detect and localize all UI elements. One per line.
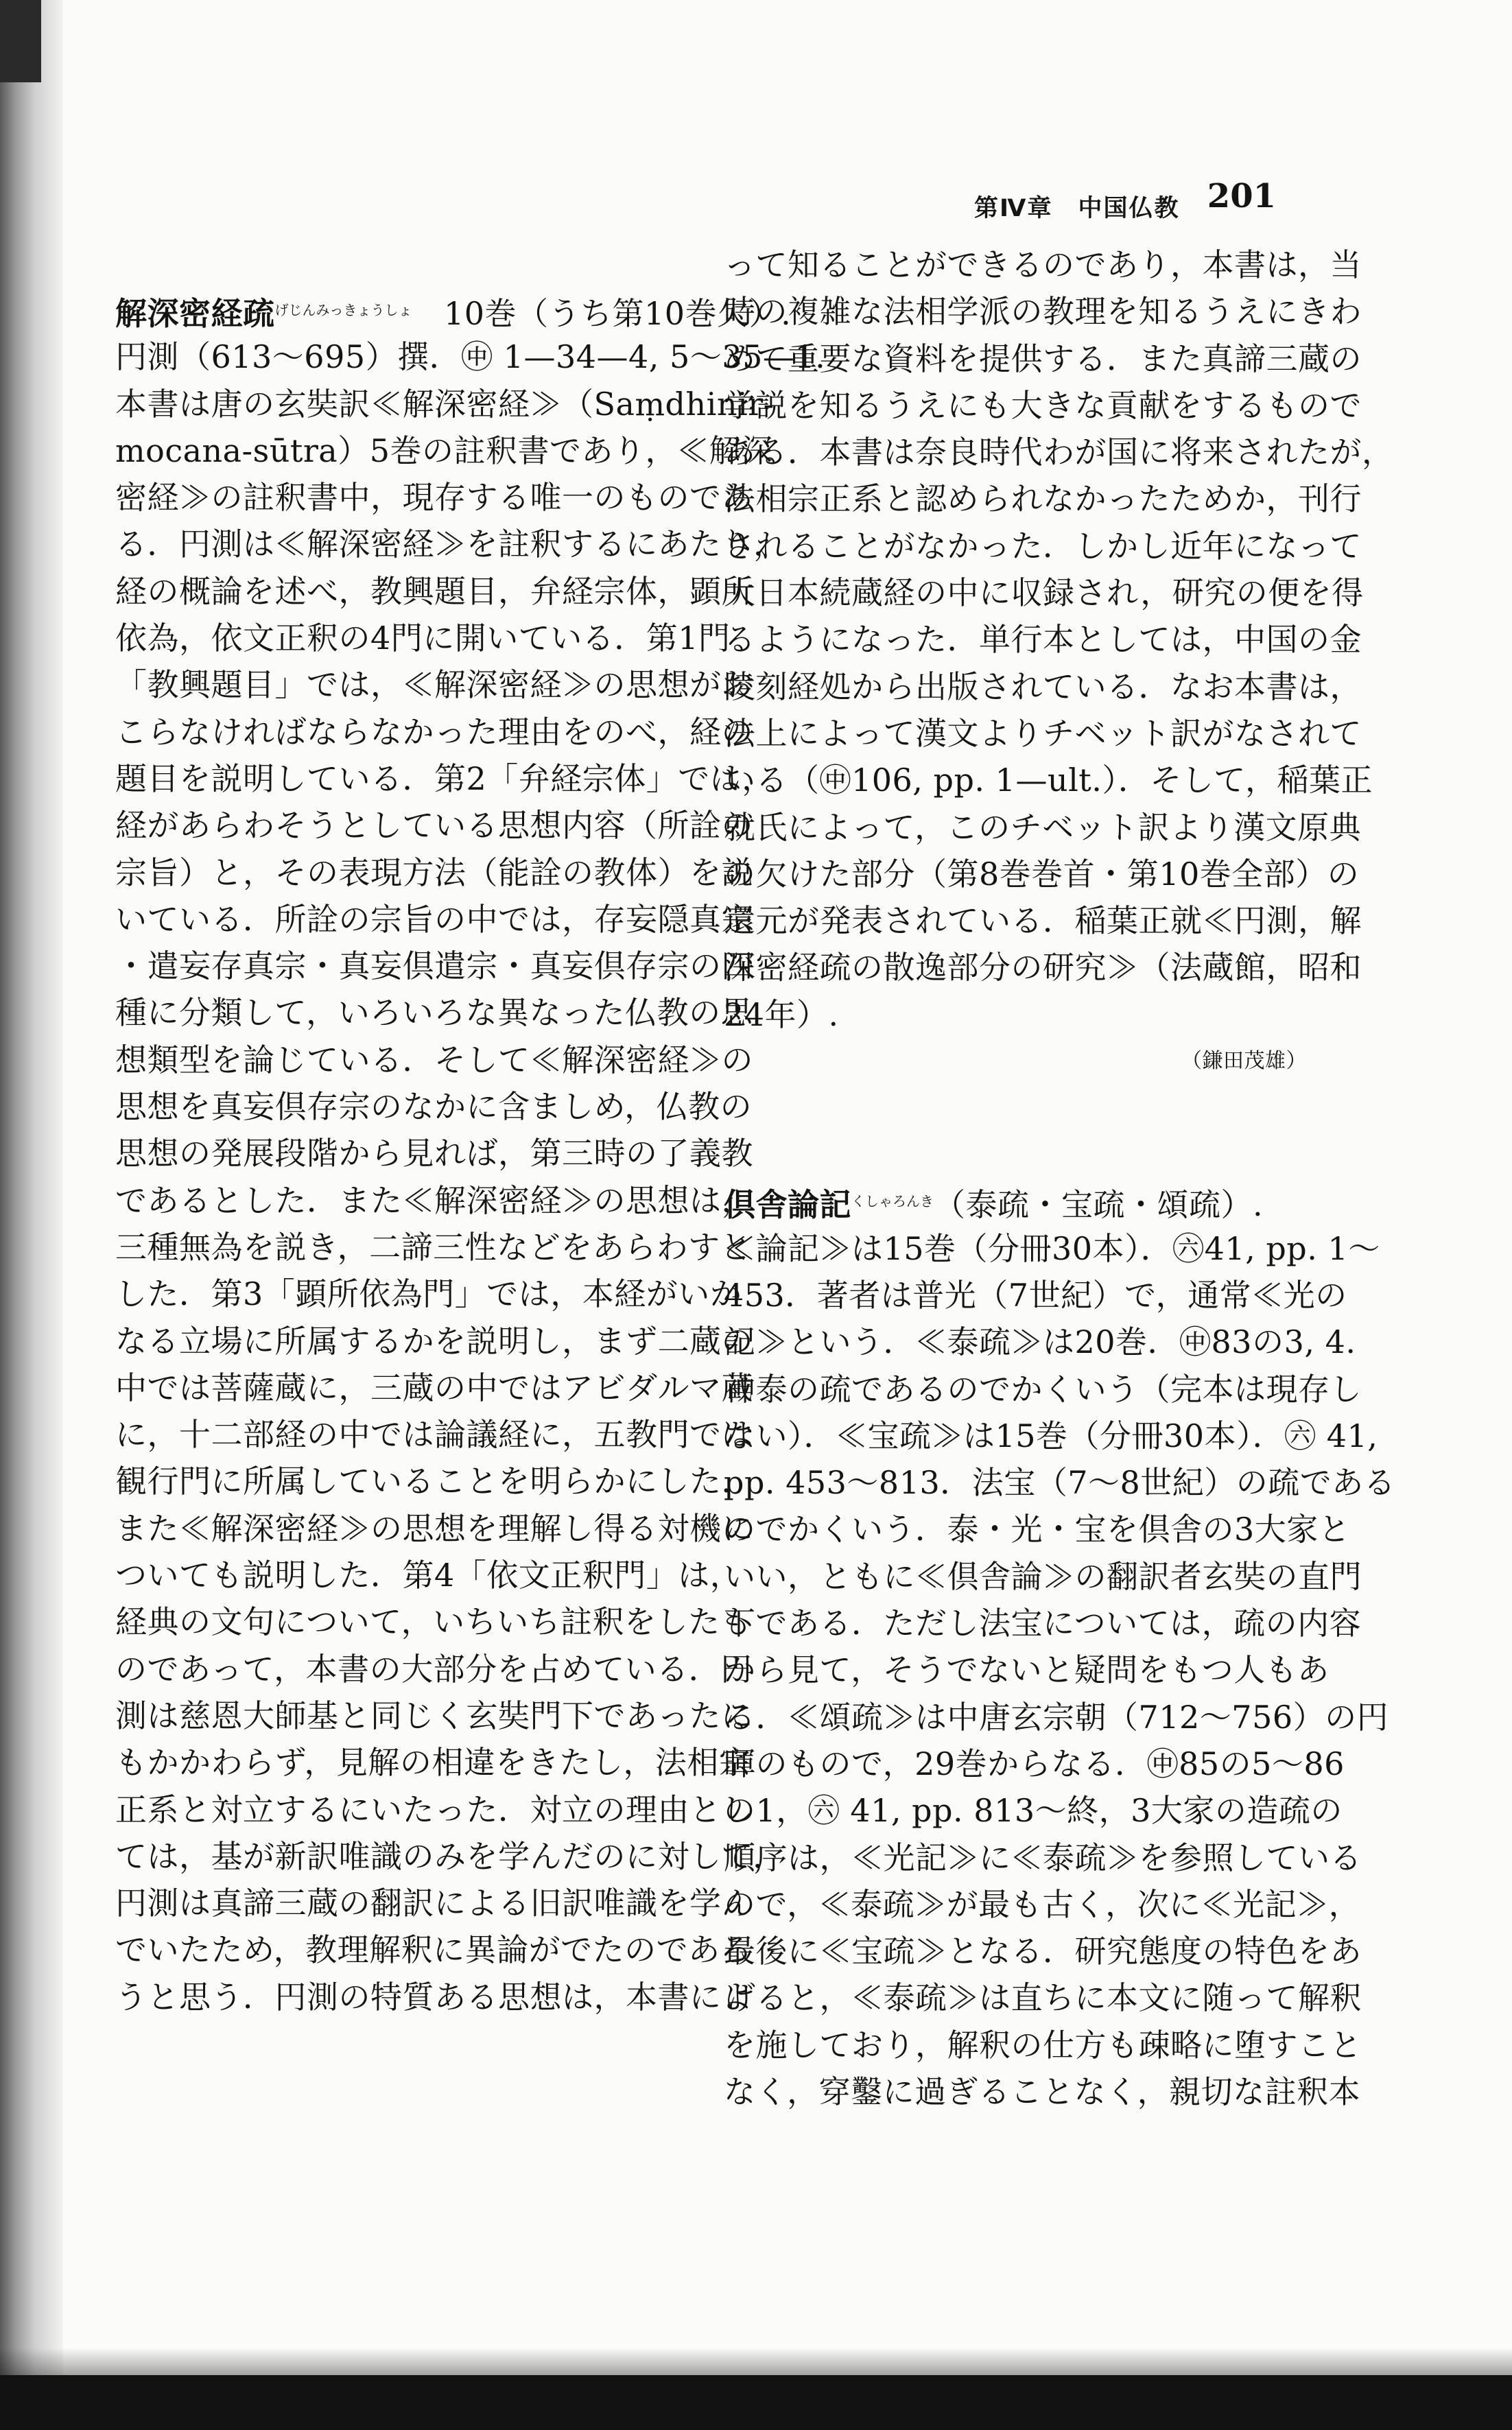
line-text: 円測は真諦三蔵の翻訳による旧訳唯識を学ん [115, 1885, 753, 1922]
text-line [724, 944, 1362, 991]
line-text: 記≫という．≪泰疏≫は20巻．㊥83の3, 4. [724, 1323, 1356, 1361]
text-line [115, 1224, 753, 1271]
line-text: 時の複雑な法相学派の教理を知るうえにきわ [724, 293, 1362, 331]
line-text: 題目を説明している．第2「弁経宗体」では， [115, 759, 774, 797]
text-line [115, 1692, 753, 1739]
line-text: ≪論記≫は15巻（分冊30本）．㊅41, pp. 1～ [724, 1229, 1380, 1267]
line-text: るようになった．単行本としては，中国の金 [724, 621, 1362, 659]
text-line [724, 1835, 1362, 1881]
text-line [724, 1787, 1343, 1834]
line-text: 中では菩薩蔵に，三蔵の中ではアビダルマ蔵 [115, 1369, 753, 1406]
text-line [115, 1130, 753, 1177]
text-line [724, 897, 1362, 944]
text-line [115, 1505, 753, 1552]
line-text: って知ることができるのであり，本書は，当 [724, 246, 1362, 283]
text-line [115, 896, 753, 943]
text-line [115, 755, 774, 802]
entry-heading: 解深密経疏 [115, 295, 275, 332]
line-text: 思想を真妄倶存宗のなかに含ましめ，仏教の [115, 1088, 753, 1126]
text-line [115, 287, 792, 333]
text-line [724, 569, 1364, 616]
text-line [115, 427, 773, 474]
text-line [115, 1411, 753, 1458]
entry-heading-reading: げじんみっきょうしょ [274, 302, 412, 318]
text-line [724, 757, 1373, 803]
line-text: であるとした．また≪解深密経≫の思想は， [115, 1181, 753, 1219]
line-text: 経の概論を述べ，教興題目，弁経宗体，顕所 [115, 572, 753, 610]
line-text: 測は慈恩大師基と同じく玄奘門下であったに [115, 1697, 753, 1734]
line-text: ては，基が新訳唯識のみを学んだのに対して， [115, 1837, 785, 1875]
text-line [115, 333, 826, 380]
text-line [115, 1739, 751, 1786]
text-line [115, 709, 753, 755]
text-line [115, 1786, 753, 1833]
text-line [115, 1552, 742, 1599]
right-column [724, 241, 1396, 2115]
text-line [724, 1506, 1351, 1553]
text-line [115, 474, 753, 521]
right-column-entry-continuation [724, 241, 1394, 1038]
line-text: 種に分類して，いろいろな異なった仏教の思 [115, 994, 753, 1032]
line-text: なく，穿鑿に過ぎることなく，親切な註釈本 [724, 2073, 1361, 2110]
text-line [115, 849, 753, 896]
line-text: 「教興題目」では，≪解深密経≫の思想がお [115, 666, 753, 704]
text-line [724, 1647, 1330, 1693]
page-number: 201 [1207, 177, 1276, 215]
line-text: 密経≫の註釈書中，現存する唯一のものであ [115, 479, 753, 517]
line-text: pp. 453～813．法宝（7～8世紀）の疏である [724, 1464, 1396, 1502]
text-line [724, 991, 1307, 1038]
line-text: なる立場に所属するかを説明し，まず二蔵の [115, 1322, 753, 1360]
line-text: いい，ともに≪倶舎論≫の翻訳者玄奘の直門 [724, 1557, 1362, 1595]
right-column-entry-kusharonki [724, 1178, 1396, 2115]
text-line [115, 1974, 753, 2020]
line-text: のでかくいう．泰・光・宝を倶舎の3大家と [724, 1511, 1351, 1548]
line-text: ない）．≪宝疏≫は15巻（分冊30本）．㊅ 41, [724, 1417, 1378, 1454]
scan-edge-shadow [0, 0, 63, 2430]
text-line [115, 381, 775, 427]
scan-bottom-edge [0, 2375, 1512, 2430]
line-text: 宗旨）と，その表現方法（能詮の教体）を説 [115, 853, 753, 891]
line-text: 暉のもので，29巻からなる．㊥85の5～86 [724, 1745, 1345, 1782]
line-text: ので，≪泰疏≫が最も古く，次に≪光記≫， [724, 1885, 1361, 1923]
text-line [115, 1880, 753, 1926]
text-line [724, 616, 1362, 663]
line-text: のであって，本書の大部分を占めている．円 [115, 1650, 753, 1688]
text-line [115, 1177, 753, 1224]
line-text: 下である．ただし法宝については，疏の内容 [724, 1605, 1362, 1642]
text-line [724, 523, 1362, 569]
line-text: 経典の文句について，いちいち註釈をしたも [115, 1603, 753, 1641]
line-text: 453．著者は普光（7世紀）で，通常≪光の [724, 1276, 1347, 1314]
line-text: の欠けた部分（第8巻巻首・第10巻全部）の [724, 855, 1360, 893]
line-text: る．円測は≪解深密経≫を註釈するにあたり， [115, 526, 785, 563]
line-text: ついても説明した．第4「依文正釈門」は， [115, 1557, 742, 1594]
text-line [115, 1599, 753, 1645]
text-line [724, 1178, 1307, 1225]
text-line [115, 661, 753, 708]
line-text: 法相宗正系と認められなかったためか，刊行 [724, 480, 1362, 518]
line-text: 想類型を論じている．そして≪解深密経≫の [115, 1041, 753, 1078]
text-line [724, 475, 1362, 522]
text-line [724, 1272, 1347, 1319]
text-line [724, 1553, 1362, 1600]
line-text: る．≪頌疏≫は中唐玄宗朝（712～756）の円 [724, 1698, 1389, 1736]
text-line [724, 1881, 1361, 1928]
line-text: いる（㊥106, pp. 1—ult.）．そして，稲葉正 [724, 762, 1373, 799]
entry-gap [724, 1085, 1307, 1178]
text-line [115, 568, 753, 615]
text-line [724, 1319, 1356, 1365]
line-text: mocana-sūtra）5巻の註釈書であり，≪解深 [115, 432, 773, 469]
line-text: 順序は，≪光記≫に≪泰疏≫を参照している [724, 1839, 1362, 1876]
line-text: めて重要な資料を提供する．また真諦三蔵の [724, 340, 1362, 377]
text-line [115, 521, 785, 567]
text-line [724, 1225, 1380, 1272]
text-line [724, 1741, 1345, 1787]
line-text: いている．所詮の宗旨の中では，存妄隠真宗 [115, 900, 753, 938]
line-text: 正系と対立するにいたった．対立の理由とし [115, 1791, 753, 1828]
text-line [724, 1694, 1389, 1741]
text-line [724, 710, 1362, 757]
line-text: 神泰の疏であるのでかくいう（完本は現存し [724, 1370, 1362, 1408]
line-text: もかかわらず，見解の相違をきたし，法相宗 [115, 1744, 751, 1782]
line-text: した．第3「顕所依為門」では，本経がいか [115, 1275, 742, 1313]
scan-corner-shadow [0, 0, 41, 82]
text-line [115, 1365, 753, 1411]
line-text: を施しており，解釈の仕方も疎略に堕すこと [724, 2026, 1362, 2064]
line-text: 思想の発展段階から見れば，第三時の了義教 [115, 1135, 753, 1172]
text-line [115, 1926, 753, 1973]
text-line [724, 1600, 1362, 1647]
line-text: の1，㊅ 41, pp. 813～終，3大家の造疏の [724, 1792, 1343, 1830]
text-line [724, 382, 1362, 429]
text-line [115, 1318, 753, 1365]
line-text: 円測（613～695）撰．㊥ 1—34—4, 5～35—1. [115, 338, 826, 376]
text-line [724, 2022, 1362, 2068]
line-text: 本書は唐の玄奘訳≪解深密経≫（Saṃdhinir- [115, 385, 775, 423]
line-text: うと思う．円測の特質ある思想は，本書によ [115, 1978, 753, 2016]
line-text: げると，≪泰疏≫は直ちに本文に随って解釈 [724, 1979, 1362, 2017]
text-line [724, 429, 1394, 475]
author-credit: （鎌田茂雄） [1181, 1049, 1307, 1074]
text-line [724, 1366, 1362, 1413]
line-text: に，十二部経の中では論議経に，五教門では [115, 1416, 753, 1454]
line-text: 法上によって漢文よりチベット訳がなされて [724, 714, 1362, 752]
chapter-title: 第Ⅳ章 中国仏教 [974, 195, 1180, 222]
entry-heading-reading: くしゃろんき [851, 1193, 934, 1210]
line-text: されることがなかった．しかし近年になって [724, 527, 1362, 565]
line-text: 三種無為を説き，二諦三性などをあらわすと [115, 1228, 753, 1266]
line-text: 観行門に所属していることを明らかにした． [115, 1463, 753, 1500]
line-text: 最後に≪宝疏≫となる．研究態度の特色をあ [724, 1933, 1362, 1970]
text-line [115, 989, 753, 1036]
text-line [115, 1037, 753, 1083]
text-line [115, 1458, 753, 1505]
text-line [115, 802, 753, 849]
text-line [115, 1083, 753, 1130]
text-line [724, 1413, 1378, 1459]
text-line [724, 335, 1362, 382]
text-line [724, 1459, 1396, 1506]
line-text: 深密経疏の散逸部分の研究≫（法蔵館，昭和 [724, 949, 1362, 987]
line-text: 還元が発表されている．稲葉正就≪円測，解 [724, 902, 1362, 940]
line-text: 学説を知るうえにも大きな貢献をするもので [724, 386, 1362, 424]
text-line [724, 663, 1362, 710]
entry-heading: 倶舎論記 [724, 1186, 851, 1224]
text-line [115, 1646, 753, 1692]
running-head [974, 177, 1276, 221]
line-text: ・遣妄存真宗・真妄倶遣宗・真妄倶存宗の四 [115, 947, 753, 985]
text-line [724, 804, 1362, 851]
text-line [115, 615, 731, 661]
text-line [115, 943, 753, 989]
line-text: 大日本続蔵経の中に収録され，研究の便を得 [724, 574, 1364, 612]
text-line [724, 288, 1362, 335]
text-line [724, 2068, 1361, 2115]
text-line [115, 1833, 785, 1880]
line-text: 10巻（うち第10巻欠）. [412, 295, 792, 332]
text-line [724, 851, 1360, 897]
line-text: 経があらわそうとしている思想内容（所詮の [115, 807, 753, 845]
line-text: （泰疏・宝疏・頌疏）. [934, 1186, 1264, 1224]
line-text: 就氏によって，このチベット訳より漢文原典 [724, 808, 1362, 846]
text-line [724, 241, 1362, 288]
line-text: から見て，そうでないと疑問をもつ人もあ [724, 1651, 1330, 1689]
line-text: でいたため，教理解釈に異論がでたのであろ [115, 1931, 753, 1969]
line-text: こらなければならなかった理由をのべ，経の [115, 713, 753, 751]
text-line [724, 1974, 1362, 2021]
line-text: 陵刻経処から出版されている．なお本書は， [724, 668, 1362, 705]
line-text: 依為，依文正釈の4門に開いている．第1門 [115, 620, 731, 657]
line-text: 24年）. [724, 995, 839, 1033]
line-text: また≪解深密経≫の思想を理解し得る対機に [115, 1509, 753, 1547]
line-text: ある．本書は奈良時代わが国に将来されたが， [724, 434, 1394, 471]
text-line [115, 1271, 742, 1317]
text-line [724, 1928, 1362, 1974]
